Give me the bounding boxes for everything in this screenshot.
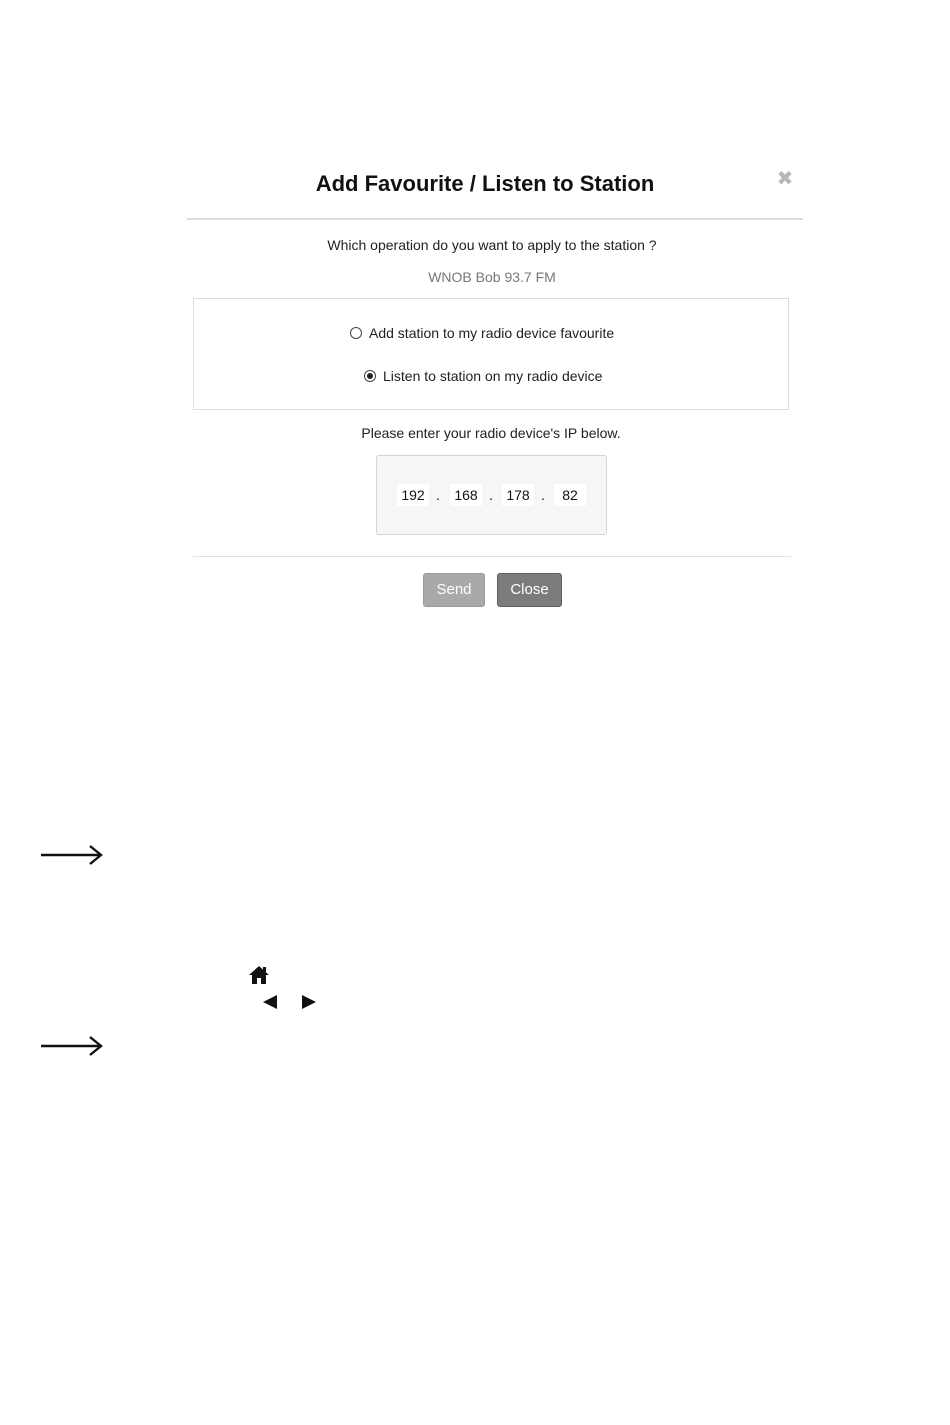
footer-divider [193, 556, 791, 557]
home-icon [248, 965, 270, 985]
arrow-right-icon [40, 843, 104, 867]
ip-separator: . [541, 487, 545, 503]
station-name: WNOB Bob 93.7 FM [428, 269, 556, 285]
ip-octet-2-input[interactable]: 168 [450, 484, 482, 506]
close-icon[interactable]: ✖ [776, 168, 794, 190]
ip-separator: . [489, 487, 493, 503]
radio-listen-station[interactable] [364, 370, 376, 382]
triangle-right-icon [301, 994, 317, 1010]
options-panel [193, 298, 789, 410]
ip-separator: . [436, 487, 440, 503]
option-listen-station-label: Listen to station on my radio device [383, 368, 603, 384]
triangle-left-icon [262, 994, 278, 1010]
arrow-right-icon [40, 1034, 104, 1058]
header-divider [187, 218, 803, 220]
option-listen-station[interactable] [364, 368, 602, 384]
ip-octet-1-input[interactable]: 192 [397, 484, 429, 506]
ip-octet-4-input[interactable]: 82 [554, 484, 586, 506]
operation-question: Which operation do you want to apply to the station ? [327, 237, 657, 253]
option-add-favourite-label: Add station to my radio device favourite [369, 325, 615, 341]
ip-prompt: Please enter your radio device's IP below. [361, 425, 621, 441]
dialog-title: Add Favourite / Listen to Station [315, 171, 655, 196]
radio-add-favourite[interactable] [350, 327, 362, 339]
send-button[interactable]: Send [423, 573, 485, 607]
option-add-favourite[interactable] [350, 325, 614, 341]
ip-octet-3-input[interactable]: 178 [502, 484, 534, 506]
close-button[interactable]: Close [497, 573, 562, 607]
